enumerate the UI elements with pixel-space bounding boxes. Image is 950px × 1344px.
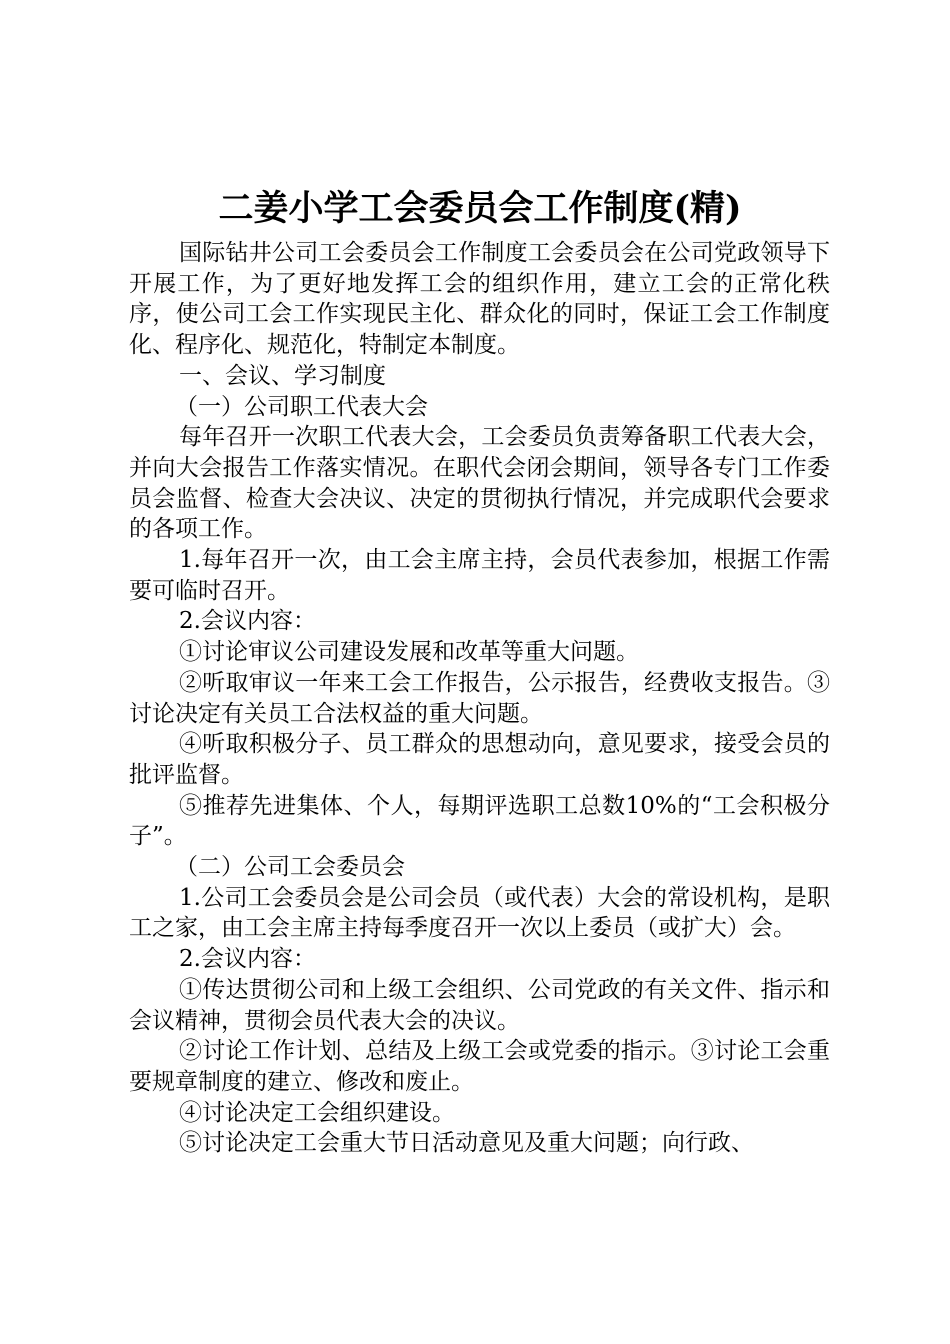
document-title: 二姜小学工会委员会工作制度(精) bbox=[218, 188, 742, 229]
list-item-circled-1: ①讨论审议公司建设发展和改革等重大问题。 bbox=[179, 639, 639, 666]
list-item-2-committee: 2.会议内容： bbox=[179, 946, 316, 973]
paragraph-workers-congress: 每年召开一次职工代表大会，工会委员负责筹备职工代表大会，并向大会报告工作落实情况。在职代会闭会期间，领导各专门工作委员会监督、检查大会决议、决定的贯彻执行情况，并完成职代会要求的各项工作。 bbox=[129, 424, 830, 543]
subsection-heading-union-committee: （二）公司工会委员会 bbox=[175, 854, 405, 881]
list-item-circled-2-committee: ②讨论工作计划、总结及上级工会或党委的指示。③讨论工会重要规章制度的建立、修改和废止。 bbox=[129, 1038, 830, 1095]
document-body bbox=[129, 238, 830, 1159]
list-item-circled-2: ②听取审议一年来工会工作报告，公示报告，经费收支报告。③讨论决定有关员工合法权益的重大问题。 bbox=[129, 669, 830, 727]
list-item-1: 1.每年召开一次，由工会主席主持，会员代表参加，根据工作需要可临时召开。 bbox=[129, 547, 830, 604]
list-item-2: 2.会议内容： bbox=[179, 608, 316, 635]
list-item-circled-5-committee: ⑤讨论决定工会重大节日活动意见及重大问题；向行政、 bbox=[179, 1130, 754, 1157]
list-item-1-committee: 1.公司工会委员会是公司会员（或代表）大会的常设机构，是职工之家，由工会主席主持每季度召开一次以上委员（或扩大）会。 bbox=[129, 884, 830, 942]
subsection-heading-workers-congress: （一）公司职工代表大会 bbox=[175, 393, 428, 420]
list-item-circled-4: ④听取积极分子、员工群众的思想动向，意见要求，接受会员的批评监督。 bbox=[129, 731, 830, 788]
list-item-circled-1-committee: ①传达贯彻公司和上级工会组织、公司党政的有关文件、指示和会议精神，贯彻会员代表大会的决议。 bbox=[129, 976, 830, 1034]
section-heading-meeting-study: 一、会议、学习制度 bbox=[179, 362, 386, 389]
intro-paragraph: 国际钻井公司工会委员会工作制度工会委员会在公司党政领导下开展工作，为了更好地发挥工会的组织作用，建立工会的正常化秩序，使公司工会工作实现民主化、群众化的同时，保证工会工作制度化、程序化、规范化，特制定本制度。 bbox=[129, 240, 830, 359]
list-item-circled-5: ⑤推荐先进集体、个人，每期评选职工总数10%的“工会积极分子”。 bbox=[129, 792, 830, 850]
list-item-circled-4-committee: ④讨论决定工会组织建设。 bbox=[179, 1099, 455, 1126]
